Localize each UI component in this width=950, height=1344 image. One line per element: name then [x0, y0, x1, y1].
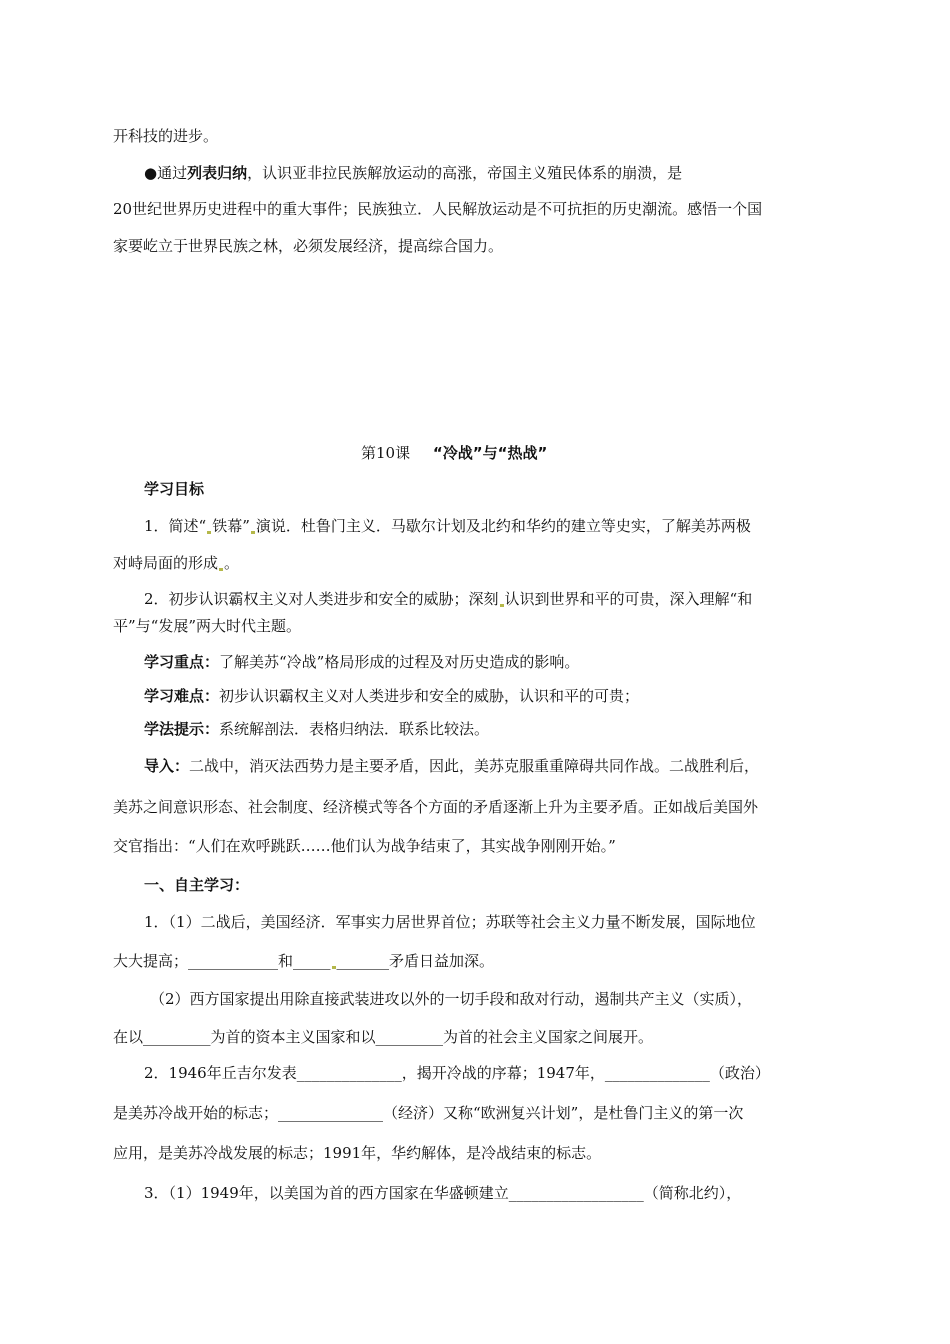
intro-line-1: 开科技的进步。	[113, 127, 219, 145]
difficult-label: 学习难点：	[144, 687, 220, 705]
lesson-title-text: “冷战”与“热战”	[432, 444, 548, 462]
text-line	[113, 1143, 601, 1163]
mark-dot	[500, 604, 504, 607]
question-1-part: 和	[278, 952, 294, 970]
key-point	[144, 652, 579, 672]
answer-blank[interactable]: _________	[375, 1028, 444, 1046]
answer-blank[interactable]: _______	[336, 952, 390, 970]
question-2-part: （经济）又称“欧洲复兴计划”，是杜鲁门主义的第一次	[383, 1104, 744, 1122]
text-line	[113, 616, 301, 636]
bullet: ●通过	[144, 164, 188, 182]
text-line	[113, 951, 494, 971]
text-line	[113, 1103, 743, 1123]
text-line	[113, 797, 758, 817]
goal-1-part: 演说．杜鲁门主义．马歇尔计划及北约和华约的建立等史实，了解美苏两极	[255, 517, 751, 535]
lesson-title	[361, 443, 547, 463]
question-1-part: 大大提高；	[113, 952, 189, 970]
text-line	[150, 989, 752, 1009]
key-text: 了解美苏“冷战”格局形成的过程及对历史造成的影响。	[219, 653, 580, 671]
question-1-part: （2）西方国家提出用除直接武装进攻以外的一切手段和敌对行动，遏制共产主义（实质），	[150, 990, 753, 1008]
question-2-part: 2．1946年丘吉尔发表	[144, 1064, 297, 1082]
goal-2-part: 平”与“发展”两大时代主题。	[113, 617, 302, 635]
goal-1-part: 1．简述“	[144, 517, 207, 535]
answer-blank[interactable]: ____________	[188, 952, 279, 970]
question-2-part: （政治）	[709, 1064, 770, 1082]
question-1-part: 矛盾日益加深。	[389, 952, 495, 970]
text-line	[144, 1063, 770, 1083]
bold-phrase: 列表归纳	[187, 164, 248, 182]
answer-blank[interactable]: _____	[293, 952, 331, 970]
text-line	[144, 516, 751, 536]
method-label: 学法提示：	[144, 720, 220, 738]
answer-blank[interactable]: ______________	[604, 1064, 710, 1082]
question-1-part: 1．（1）二战后，美国经济．军事实力居世界首位；苏联等社会主义力量不断发展，国际地位	[144, 913, 756, 931]
answer-blank[interactable]: ______________	[278, 1104, 384, 1122]
answer-blank[interactable]: _________	[143, 1028, 211, 1046]
key-label: 学习重点：	[144, 653, 220, 671]
text-line	[144, 912, 756, 932]
question-3-part: 3．（1）1949年，以美国为首的西方国家在华盛顿建立	[144, 1184, 509, 1202]
question-1-part: 在以	[113, 1028, 144, 1046]
lead-label: 导入：	[144, 757, 190, 775]
text-line	[113, 836, 616, 856]
mark-dot	[207, 531, 211, 534]
lead-line-2: 美苏之间意识形态、社会制度、经济模式等各个方面的矛盾逐渐上升为主要矛盾。正如战后美国外	[113, 798, 759, 816]
question-2-part: ，揭开冷战的序幕；1947年，	[401, 1064, 605, 1082]
difficult-point	[144, 686, 639, 706]
answer-blank[interactable]: ______________	[296, 1064, 402, 1082]
text-line	[113, 126, 218, 146]
text-line	[144, 1183, 741, 1203]
lesson-number: 第10课	[361, 444, 411, 462]
goal-2-part: 认识到世界和平的可贵，深入理解“和	[504, 590, 753, 608]
text-line	[113, 1027, 653, 1047]
difficult-text: 初步认识霸权主义对人类进步和安全的威胁，认识和平的可贵；	[219, 687, 640, 705]
mark-dot	[332, 966, 336, 969]
intro-line-3: 20世纪世界历史进程中的重大事件；民族独立．人民解放运动是不可抗拒的历史潮流。感悟一个国	[113, 200, 763, 218]
mark-dot	[219, 568, 223, 571]
goal-1-part: 铁幕”	[212, 517, 250, 535]
section-heading: 一、自主学习：	[144, 876, 250, 894]
question-2-part: 是美苏冷战开始的标志；	[113, 1104, 279, 1122]
question-3-part: （简称北约），	[643, 1184, 742, 1202]
lead-in	[144, 756, 759, 776]
goal-1-part: 对峙局面的形成	[113, 554, 219, 572]
goal-1-part: 。	[224, 554, 240, 572]
intro-line-2: ，认识亚非拉民族解放运动的高涨，帝国主义殖民体系的崩溃，是	[247, 164, 683, 182]
question-1-part: 为首的资本主义国家和以	[210, 1028, 376, 1046]
goals-heading: 学习目标	[144, 480, 205, 498]
question-1-part: 为首的社会主义国家之间展开。	[443, 1028, 654, 1046]
answer-blank[interactable]: __________________	[508, 1184, 644, 1202]
text-line	[113, 236, 503, 256]
text-line	[144, 163, 682, 183]
method-text: 系统解剖法．表格归纳法．联系比较法。	[219, 720, 490, 738]
text-line	[113, 553, 239, 573]
intro-line-4: 家要屹立于世界民族之林，必须发展经济，提高综合国力。	[113, 237, 504, 255]
lead-line-3: 交官指出：“人们在欢呼跳跃……他们认为战争结束了，其实战争刚刚开始。”	[113, 837, 616, 855]
question-2-part: 应用，是美苏冷战发展的标志；1991年，华约解体，是冷战结束的标志。	[113, 1144, 602, 1162]
method-hint	[144, 719, 489, 739]
text-line	[113, 199, 762, 219]
lead-line-1: 二战中，消灭法西势力是主要矛盾，因此，美苏克服重重障碍共同作战。二战胜利后，	[189, 757, 760, 775]
text-line	[144, 589, 752, 609]
goal-2-part: 2．初步认识霸权主义对人类进步和安全的威胁；深刻	[144, 590, 499, 608]
mark-dot	[251, 531, 255, 534]
